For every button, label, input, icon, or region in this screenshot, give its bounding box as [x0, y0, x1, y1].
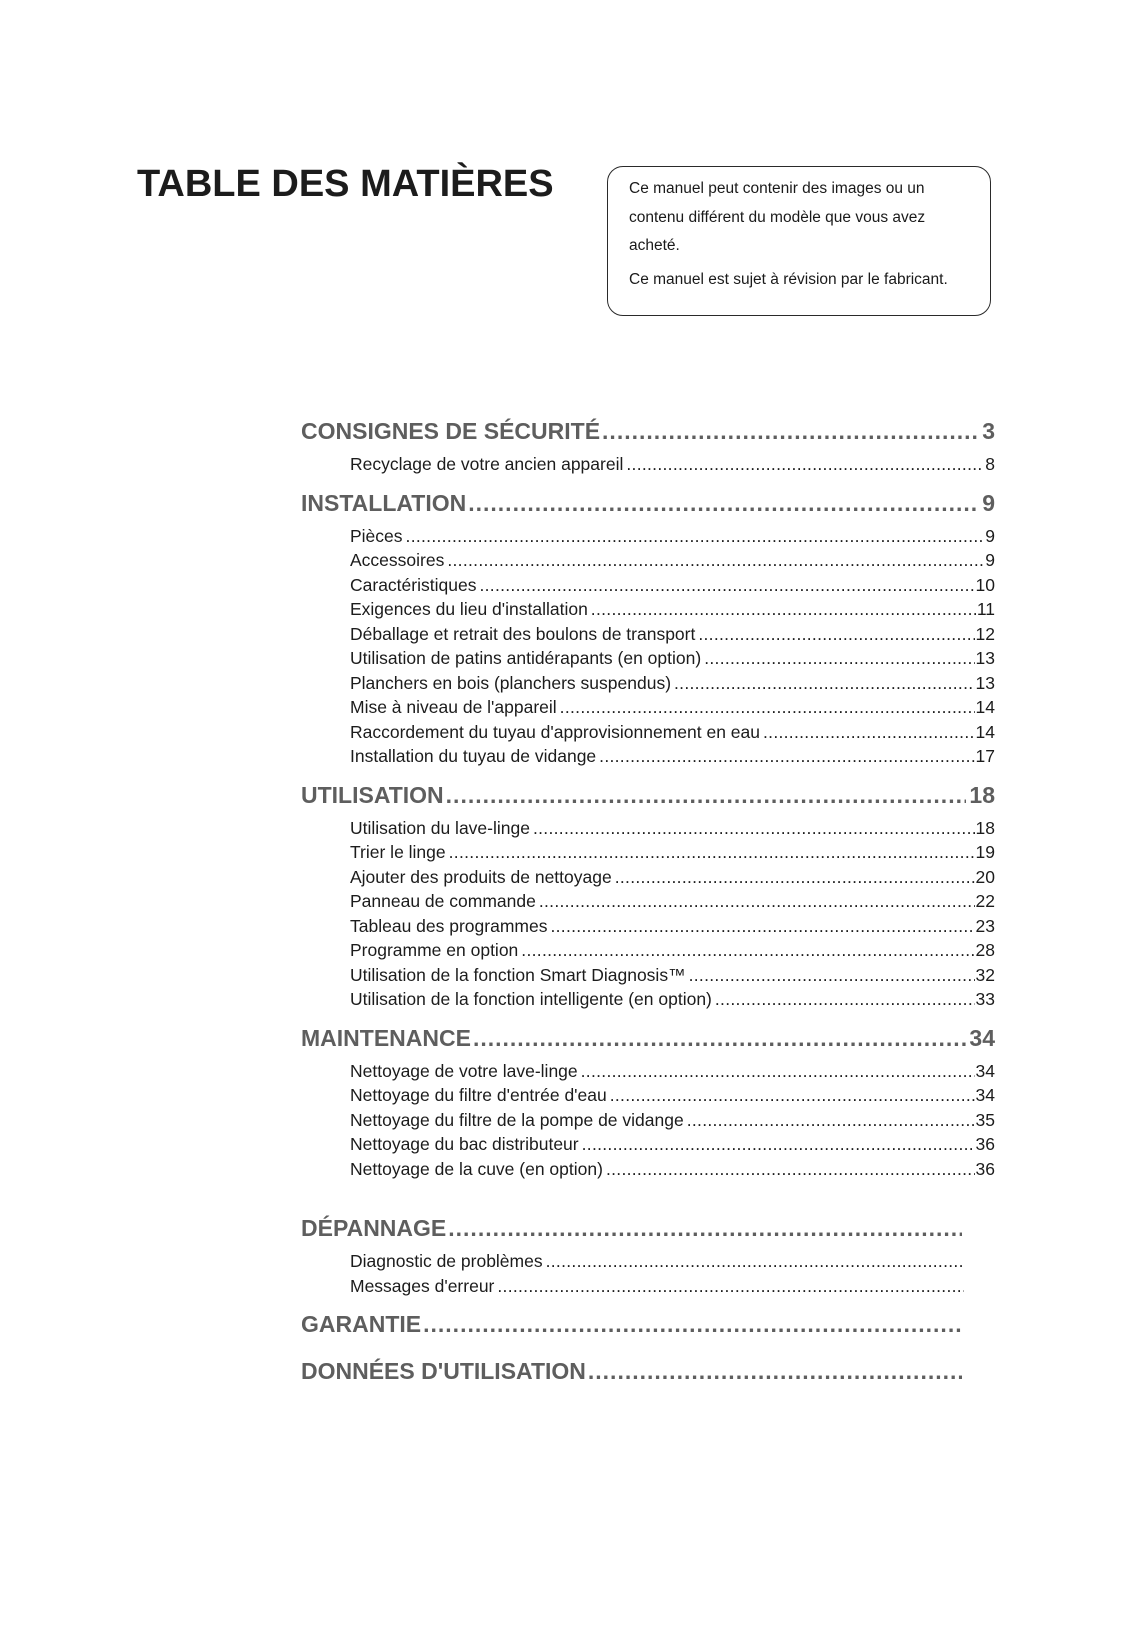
page-number: 14 — [975, 697, 995, 717]
dot-leader — [539, 889, 975, 914]
section-title: DÉPANNAGE — [301, 1215, 447, 1241]
toc-entry[interactable] — [350, 646, 995, 671]
page-number: 23 — [975, 915, 995, 936]
notice-text: Ce manuel peut contenir des images ou un contenu différent du modèle que vous avez acheté. — [629, 180, 926, 254]
toc-sub-list — [350, 816, 995, 1012]
toc-section — [301, 1358, 995, 1392]
toc-entry[interactable] — [350, 573, 995, 598]
page-number: 13 — [975, 648, 995, 668]
dot-leader — [447, 548, 984, 573]
dot-leader — [479, 573, 974, 598]
entry-label: Mise à niveau de l'appareil — [350, 697, 557, 717]
toc-entry[interactable] — [350, 695, 995, 720]
section-title: MAINTENANCE — [301, 1024, 471, 1051]
page-number: 28 — [975, 940, 995, 960]
dot-leader — [449, 840, 975, 865]
toc-section-heading[interactable] — [301, 490, 995, 524]
entry-label: Programme en option — [350, 940, 519, 960]
page-number: 17 — [975, 746, 995, 766]
toc-sub-list — [350, 1059, 995, 1182]
entry-label: Pièces — [350, 525, 403, 546]
entry-label: Accessoires — [350, 550, 445, 570]
toc-entry[interactable] — [350, 816, 995, 841]
dot-leader — [521, 938, 974, 963]
entry-label: Panneau de commande — [350, 891, 536, 911]
section-title: GARANTIE — [301, 1311, 422, 1337]
toc-entry[interactable] — [350, 720, 995, 745]
toc-entry[interactable] — [350, 865, 995, 890]
page-number: 34 — [975, 1085, 995, 1105]
entry-label: Utilisation de la fonction intelligente (en option) — [350, 989, 712, 1009]
toc-entry[interactable] — [350, 1157, 995, 1182]
dot-leader — [615, 865, 975, 890]
entry-label: Nettoyage du filtre de la pompe de vidange — [350, 1109, 684, 1130]
toc-entry[interactable] — [350, 1274, 965, 1299]
entry-label: Messages d'erreur — [350, 1275, 495, 1296]
dot-leader — [533, 816, 975, 841]
toc-section — [301, 1025, 995, 1182]
toc-entry[interactable] — [350, 1108, 995, 1133]
dot-leader — [602, 418, 979, 445]
entry-label: Tableau des programmes — [350, 915, 548, 936]
page-number: 22 — [975, 891, 995, 911]
dot-leader — [581, 1059, 975, 1084]
page-number: 33 — [975, 989, 995, 1009]
entry-label: Ajouter des produits de nettoyage — [350, 866, 612, 887]
dot-leader — [689, 963, 975, 988]
dot-leader — [588, 1358, 962, 1385]
toc-entry[interactable] — [350, 597, 995, 622]
dot-leader — [626, 452, 984, 477]
toc-entry[interactable] — [350, 1059, 995, 1084]
dot-leader — [599, 744, 974, 769]
dot-leader — [448, 1215, 962, 1242]
entry-label: Recyclage de votre ancien appareil — [350, 454, 624, 474]
dot-leader — [473, 1025, 966, 1052]
toc-entry[interactable] — [350, 671, 995, 696]
toc-sub-list — [350, 524, 995, 769]
toc-sub-list — [350, 452, 995, 477]
toc-entry[interactable] — [350, 889, 995, 914]
toc-entry[interactable] — [350, 963, 995, 988]
entry-label: Nettoyage de votre lave-linge — [350, 1060, 578, 1081]
entry-label: Caractéristiques — [350, 574, 477, 595]
dot-leader — [497, 1274, 964, 1299]
page-number: 13 — [975, 672, 995, 693]
toc-section-heading[interactable] — [301, 1311, 965, 1345]
page-number: 14 — [975, 721, 995, 742]
toc-section — [301, 418, 995, 477]
page-number: 34 — [969, 1024, 995, 1051]
dot-leader — [763, 720, 975, 745]
entry-label: Installation du tuyau de vidange — [350, 746, 597, 766]
section-title: UTILISATION — [301, 781, 444, 808]
page-number: 34 — [975, 1060, 995, 1081]
page-number: 9 — [982, 489, 995, 516]
page-number: 18 — [969, 781, 995, 808]
dot-leader — [468, 490, 979, 517]
toc-section-heading[interactable] — [301, 782, 995, 816]
page-number: 36 — [975, 1134, 995, 1154]
toc-entry[interactable] — [350, 452, 995, 477]
dot-leader — [674, 671, 975, 696]
entry-label: Diagnostic de problèmes — [350, 1251, 543, 1271]
section-title: INSTALLATION — [301, 489, 467, 516]
entry-label: Nettoyage du filtre d'entrée d'eau — [350, 1085, 607, 1105]
page-number: 12 — [975, 623, 995, 644]
page-number: 20 — [975, 866, 995, 887]
entry-label: Trier le linge — [350, 842, 446, 862]
toc-entry[interactable] — [350, 524, 995, 549]
entry-label: Planchers en bois (planchers suspendus) — [350, 672, 672, 693]
dot-leader — [591, 597, 976, 622]
toc-entry[interactable] — [350, 622, 995, 647]
toc-section-heading[interactable] — [301, 1358, 965, 1392]
notice-text: Ce manuel est sujet à révision par le fabricant. — [629, 270, 948, 288]
page-title: TABLE DES MATIÈRES — [137, 163, 554, 205]
page-number: 3 — [982, 418, 995, 444]
entry-label: Raccordement du tuyau d'approvisionnement en eau — [350, 721, 760, 742]
table-of-contents — [301, 418, 995, 1392]
dot-leader — [704, 646, 974, 671]
toc-entry[interactable] — [350, 1249, 965, 1274]
entry-label: Utilisation du lave-linge — [350, 817, 530, 838]
section-title: DONNÉES D'UTILISATION — [301, 1358, 586, 1384]
toc-entry[interactable] — [350, 987, 995, 1012]
toc-entry[interactable] — [350, 914, 995, 939]
dot-leader — [606, 1157, 975, 1182]
page-number: 9 — [985, 550, 995, 570]
toc-entry[interactable] — [350, 1132, 995, 1157]
entry-label: Utilisation de la fonction Smart Diagnosis™ — [350, 964, 686, 985]
page-number: 10 — [975, 574, 995, 595]
entry-label: Exigences du lieu d'installation — [350, 599, 588, 619]
dot-leader — [550, 914, 974, 939]
page-number: 36 — [975, 1158, 995, 1179]
toc-entry[interactable] — [350, 1083, 995, 1108]
entry-label: Utilisation de patins antidérapants (en option) — [350, 648, 702, 668]
toc-entry[interactable] — [350, 744, 995, 769]
dot-leader — [610, 1083, 975, 1108]
toc-entry[interactable] — [350, 938, 995, 963]
entry-label: Nettoyage du bac distributeur — [350, 1134, 579, 1154]
dot-leader — [423, 1311, 962, 1338]
section-title: CONSIGNES DE SÉCURITÉ — [301, 418, 601, 444]
toc-section — [301, 1311, 995, 1345]
entry-label: Nettoyage de la cuve (en option) — [350, 1158, 603, 1179]
toc-section — [301, 1215, 995, 1298]
toc-section-heading[interactable] — [301, 1215, 965, 1249]
toc-section-heading[interactable] — [301, 418, 995, 452]
toc-entry[interactable] — [350, 548, 995, 573]
dot-leader — [582, 1132, 975, 1157]
page-number: 35 — [975, 1109, 995, 1130]
dot-leader — [446, 782, 967, 809]
toc-sub-list — [350, 1249, 965, 1298]
page-number: 18 — [975, 817, 995, 838]
dot-leader — [715, 987, 975, 1012]
toc-section — [301, 490, 995, 769]
dot-leader — [546, 1249, 964, 1274]
entry-label: Déballage et retrait des boulons de transport — [350, 623, 696, 644]
page-number: 8 — [985, 454, 995, 474]
dot-leader — [698, 622, 974, 647]
dot-leader — [687, 1108, 975, 1133]
toc-entry[interactable] — [350, 840, 995, 865]
page-number: 11 — [976, 599, 995, 619]
dot-leader — [406, 524, 985, 549]
notice-box — [607, 166, 991, 316]
toc-section-heading[interactable] — [301, 1025, 995, 1059]
page-number: 32 — [975, 964, 995, 985]
toc-section — [301, 782, 995, 1012]
dot-leader — [560, 695, 975, 720]
page-number: 9 — [985, 525, 995, 546]
page-number: 19 — [975, 842, 995, 862]
